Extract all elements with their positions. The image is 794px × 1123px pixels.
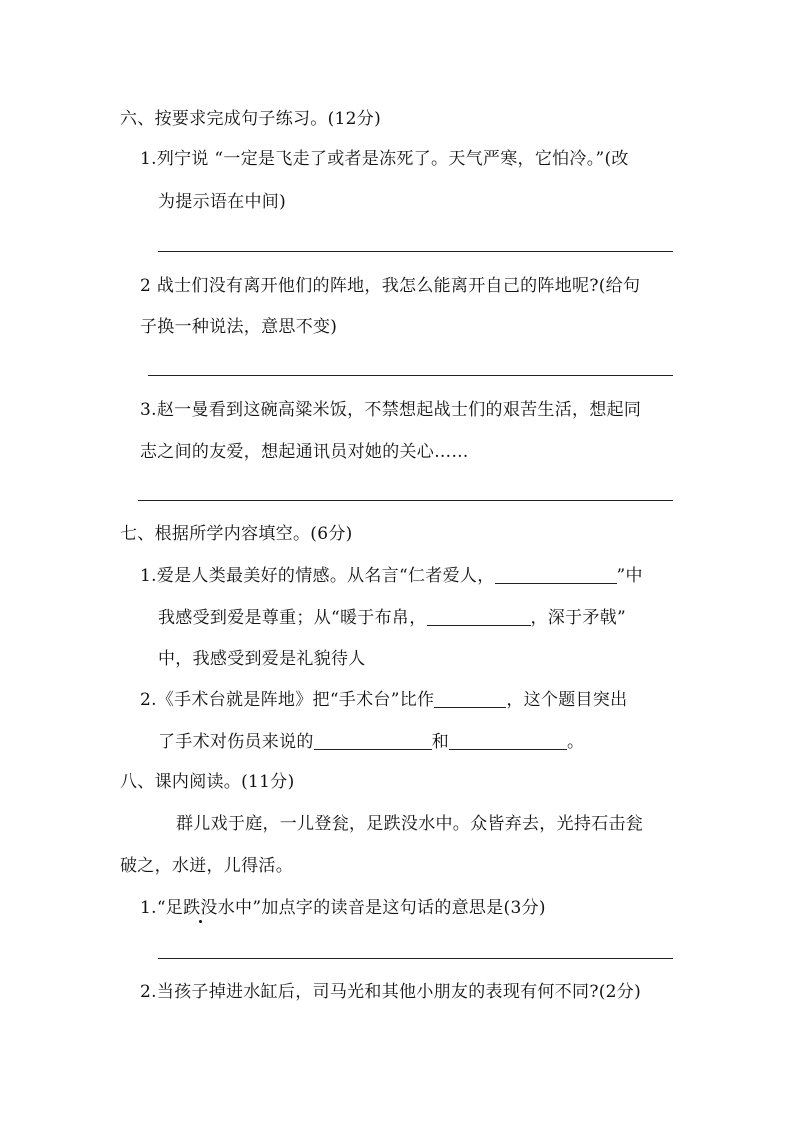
s7-q1-text-b: ”中 [616, 566, 643, 586]
section-7-heading: 七、根据所学内容填空。(6分) [120, 524, 353, 544]
s7-q2-line1 [140, 689, 627, 711]
s7-q2-blank-2[interactable] [314, 733, 432, 750]
s7-q1-line2 [158, 607, 626, 629]
s6-q3-line2: 志之间的友爱，想起通讯员对她的关心…… [140, 442, 469, 462]
s6-q1-line2: 为提示语在中间) [158, 192, 287, 212]
section-8-heading: 八、课内阅读。(11分) [120, 772, 295, 792]
s7-q1-line3: 中，我感受到爱是礼貌待人 [158, 649, 366, 669]
s6-q3-answer-line[interactable] [138, 500, 673, 501]
s7-q2-text-d: 和 [431, 732, 450, 752]
s7-q1-blank-2[interactable] [427, 609, 531, 626]
s6-q2-line1: 2 战士们没有离开他们的阵地，我怎么能离开自己的阵地呢?(给句 [140, 276, 641, 296]
s7-q2-text-b: ，这个题目突出 [506, 690, 628, 710]
s8-q1-text-post: 水中”加点字的读音是这句话的意思是(3分) [217, 898, 546, 918]
s7-q1-line1 [140, 565, 643, 587]
s7-q1-text-a: 1.爱是人类最美好的情感。从名言“仁者爱人， [140, 566, 495, 586]
section-6-heading: 六、按要求完成句子练习。(12分) [120, 109, 381, 129]
s8-q1-line [140, 897, 546, 919]
s8-passage-line2: 破之，水迸，儿得活。 [120, 856, 293, 876]
s8-q1-text-pre: 1.“足 [140, 898, 184, 918]
s8-q2-line: 2.当孩子掉进水缸后，司马光和其他小朋友的表现有何不同?(2分) [140, 982, 642, 1002]
s6-q1-line1: 1.列宁说 “一定是飞走了或者是冻死了。天气严寒，它怕冷。”(改 [140, 149, 629, 169]
s8-passage-line1: 群儿戏于庭，一儿登瓮，足跌没水中。众皆弃去，光持石击瓮 [176, 814, 644, 834]
s7-q1-text-d: ，深于矛戟” [530, 608, 626, 628]
s7-q2-line2 [158, 731, 584, 753]
s7-q2-blank-3[interactable] [449, 733, 567, 750]
s7-q2-blank-1[interactable] [434, 691, 506, 708]
s6-q1-answer-line[interactable] [158, 251, 673, 252]
s8-q1-dotted-chars: 跌没 [183, 898, 218, 918]
s7-q2-text-c: 了手术对伤员来说的 [158, 732, 314, 752]
s6-q3-line1: 3.赵一曼看到这碗高粱米饭，不禁想起战士们的艰苦生活，想起同 [140, 400, 642, 420]
s6-q2-line2: 子换一种说法，意思不变) [140, 317, 338, 337]
s7-q1-blank-1[interactable] [495, 567, 617, 584]
s7-q2-text-a: 2.《手术台就是阵地》把“手术台”比作 [140, 690, 435, 710]
s8-q1-answer-line[interactable] [158, 958, 673, 959]
s7-q2-text-e: 。 [567, 732, 585, 752]
s7-q1-text-c: 我感受到爱是尊重；从“暖于布帛， [158, 608, 427, 628]
s6-q2-answer-line[interactable] [148, 375, 673, 376]
